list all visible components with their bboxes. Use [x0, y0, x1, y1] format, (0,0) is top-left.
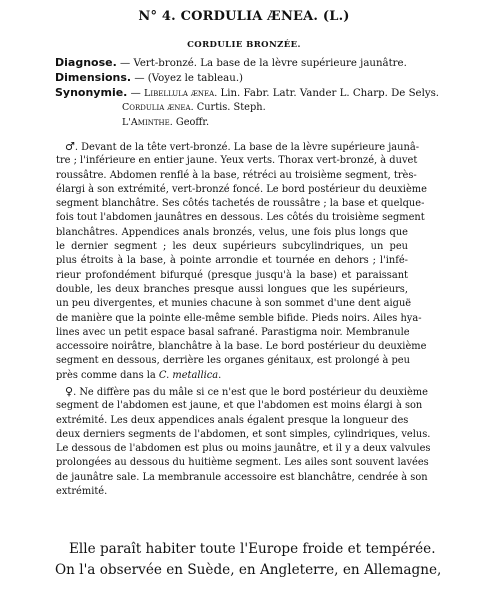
synonym-authors-1: Lin. Fabr. Latr. Vander L. Charp. De Selys.	[217, 88, 440, 99]
male-symbol-icon: ♂	[65, 140, 75, 153]
text-line: prolongées au dessous du huitième segment. Les ailes sont souvent lavées	[56, 457, 429, 469]
species-number: N° 4.	[138, 9, 176, 24]
text-line: Le dessous de l'abdomen est plus ou moins jaunâtre, et il y a deux valvules	[56, 443, 431, 455]
text-line: blanchâtres. Appendices anals bronzés, velus, une fois plus longs que	[56, 226, 408, 238]
distribution-paragraph	[55, 539, 442, 581]
diagnose-line	[55, 56, 475, 71]
text-span: . Devant de la tête vert-bronzé. La base de la lèvre supérieure jaunâ-	[74, 142, 420, 153]
diagnose-text: — Vert-bronzé. La base de la lèvre supérieure jaunâtre.	[116, 58, 407, 69]
text-line: segment en dessous, derrière les organes génitaux, est prolongé à peu	[56, 355, 410, 367]
text-line: segment blanchâtre. Ses côtés tachetés de roussâtre ; la base et quelque-	[56, 198, 425, 210]
text-line	[56, 369, 408, 383]
synonym-name-3: L'Aminthe.	[122, 117, 173, 128]
text-line: segment de l'abdomen est jaune, et que l'abdomen est moins élargi à son	[56, 400, 423, 412]
text-line: lines avec un petit espace basal safrané. Parastigma noir. Membranule	[56, 326, 410, 338]
text-line: élargi à son extrémité, vert-bronzé foncé. Le bord postérieur du deuxième	[56, 183, 427, 195]
text-line: extrémité. Les deux appendices anals égalent presque la longueur des	[56, 414, 409, 426]
text-line	[56, 140, 420, 154]
text-line: plus étroits à la base, à pointe arrondie et tournée en dehors ; l'infé-	[56, 255, 408, 267]
synonymie-line	[55, 86, 475, 101]
text-line: rieur profondément bifurqué (presque jusqu'à la base) et paraissant	[56, 269, 408, 281]
synonym-authors-2: Curtis. Steph.	[193, 102, 266, 113]
text-line: roussâtre. Abdomen renflé à la base, rétréci au troisième segment, très-	[56, 169, 417, 181]
text-line: de manière que la pointe elle-même semble bifide. Pieds noirs. Ailes hya-	[56, 312, 422, 324]
species-title	[0, 9, 488, 24]
text-line: On l'a observée en Suède, en Angleterre, en Allemagne,	[55, 562, 442, 578]
text-line: Elle paraît habiter toute l'Europe froide et tempérée.	[69, 541, 436, 557]
synonym-authors-3: Geoffr.	[172, 117, 210, 128]
text-span: . Ne diffère pas du mâle si ce n'est que le bord postérieur du deuxième	[73, 387, 428, 398]
synonymie-label: Synonymie.	[55, 86, 128, 99]
text-line: double, les deux branches presque aussi longues que les supérieurs,	[56, 283, 408, 295]
text-line: extrémité.	[56, 486, 108, 498]
synonym-name-1: Libellula ænea.	[144, 88, 218, 99]
text-line: deux derniers segments de l'abdomen, et sont simples, cylindriques, velus.	[56, 428, 431, 440]
dimensions-label: Dimensions.	[55, 71, 132, 84]
text-line: tre ; l'inférieure en entier jaune. Yeux verts. Thorax vert-bronzé, à duvet	[56, 155, 418, 167]
diagnose-label: Diagnose.	[55, 56, 117, 69]
dimensions-text: — (Voyez le tableau.)	[131, 73, 244, 84]
female-symbol-icon: ♀	[65, 385, 74, 398]
synonym-name-2: Cordulia ænea.	[122, 102, 194, 113]
synonymie-line-2	[122, 101, 488, 115]
species-common-name: CORDULIE BRONZÉE.	[187, 40, 301, 50]
species-reference: C. metallica	[158, 369, 219, 381]
text-line: de jaunâtre sale. La membranule accessoire est blanchâtre, cendrée à son	[56, 471, 428, 483]
synonymie-dash: —	[127, 88, 145, 99]
dimensions-line	[55, 71, 475, 86]
text-line: fois tout l'abdomen jaunâtres en dessous. Les côtés du troisième segment	[56, 212, 425, 224]
text-line	[56, 385, 428, 399]
text-line: accessoire noirâtre, blanchâtre à la base. Le bord postérieur du deuxième	[56, 341, 427, 353]
text-span: .	[218, 369, 222, 381]
text-span: près comme dans la	[56, 369, 159, 381]
male-description	[56, 140, 427, 383]
species-name: CORDULIA ÆNEA. (L.)	[180, 9, 350, 24]
text-line: un peu divergentes, et munies chacune à son sommet d'une dent aiguë	[56, 298, 412, 310]
synonymie-line-3	[122, 116, 488, 130]
female-description	[56, 385, 431, 499]
text-line: le dernier segment ; les deux supérieurs subcylindriques, un peu	[56, 241, 408, 253]
